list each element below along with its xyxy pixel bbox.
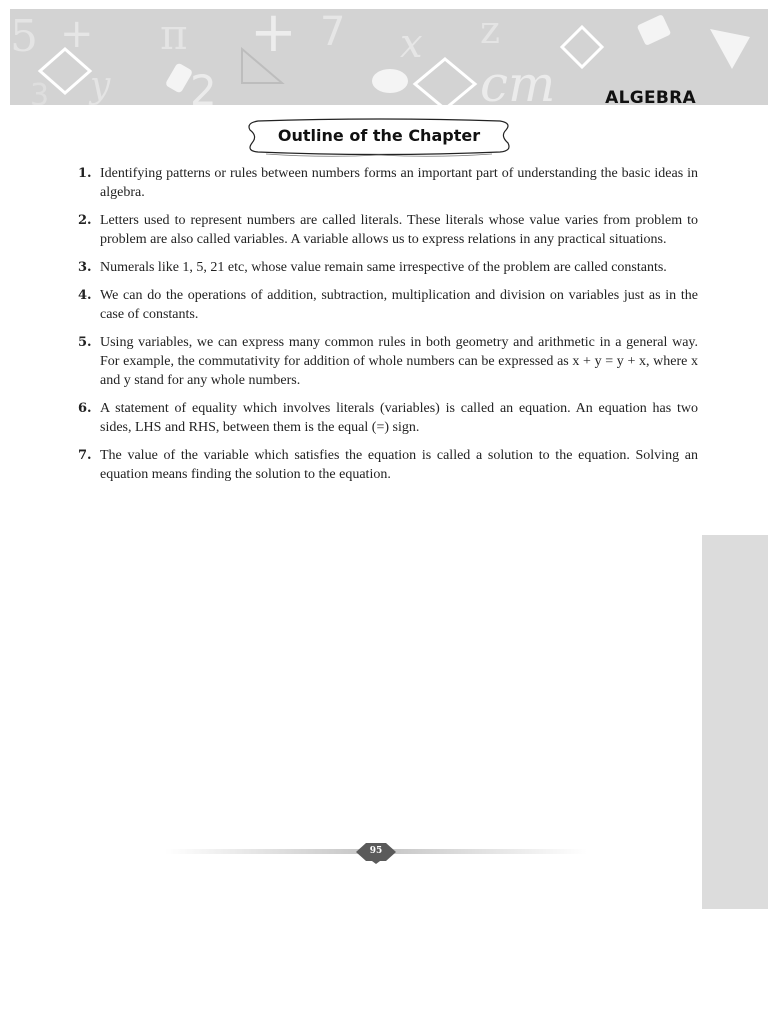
outline-title: Outline of the Chapter	[277, 126, 481, 145]
svg-text:+: +	[60, 11, 94, 57]
list-item	[78, 333, 698, 390]
svg-text:7: 7	[320, 9, 346, 55]
item-number: 6.	[78, 401, 92, 416]
svg-text:x: x	[400, 21, 423, 67]
svg-text:y: y	[90, 65, 111, 105]
side-thumb-tab	[702, 535, 768, 909]
footer-rule-left	[165, 849, 360, 854]
item-text: A statement of equality which involves literals (variables) is called an equation. An equation has two sides, LHS and RHS, between them is the equal (=) sign.	[100, 401, 698, 435]
item-text: Letters used to represent numbers are called literals. These literals whose value varies from problem to problem are also called variables. A variable allows us to express relations in any practical situations.	[100, 213, 698, 247]
svg-text:3: 3	[30, 78, 50, 105]
item-text: Numerals like 1, 5, 21 etc, whose value remain same irrespective of the problem are called constants.	[100, 260, 667, 275]
item-number: 3.	[78, 260, 92, 275]
svg-text:5: 5	[10, 11, 38, 62]
item-text: Identifying patterns or rules between numbers forms an important part of understanding the basic ideas in algebra.	[100, 166, 698, 200]
svg-text:2: 2	[190, 66, 217, 105]
list-item	[78, 211, 698, 249]
item-text: Using variables, we can express many common rules in both geometry and arithmetic in a general way. For example, the commutativity for addition of whole numbers can be expressed as x + y = y + x, where x and y stand for any whole numbers.	[100, 335, 698, 388]
key-points-list	[78, 164, 698, 493]
list-item	[78, 258, 698, 277]
outline-banner	[244, 117, 514, 157]
item-number: 1.	[78, 166, 92, 181]
svg-text:cm: cm	[480, 55, 556, 105]
svg-text:+: +	[250, 9, 297, 65]
svg-text:π: π	[160, 10, 188, 59]
item-number: 5.	[78, 335, 92, 350]
list-item	[78, 399, 698, 437]
item-text: We can do the operations of addition, subtraction, multiplication and division on variables just as in the case of constants.	[100, 288, 698, 322]
footer-rule-right	[392, 849, 587, 854]
list-item	[78, 286, 698, 324]
header-banner	[10, 9, 768, 105]
item-text: The value of the variable which satisfies the equation is called a solution to the equation. Solving an equation means finding the solution to the equation.	[100, 448, 698, 482]
svg-text:z: z	[480, 9, 501, 52]
item-number: 7.	[78, 448, 92, 463]
page-number: 95	[369, 846, 383, 856]
chapter-title: ALGEBRA	[605, 88, 696, 105]
list-item	[78, 446, 698, 484]
page-number-badge	[356, 840, 396, 864]
item-number: 2.	[78, 213, 92, 228]
item-number: 4.	[78, 288, 92, 303]
list-item	[78, 164, 698, 202]
